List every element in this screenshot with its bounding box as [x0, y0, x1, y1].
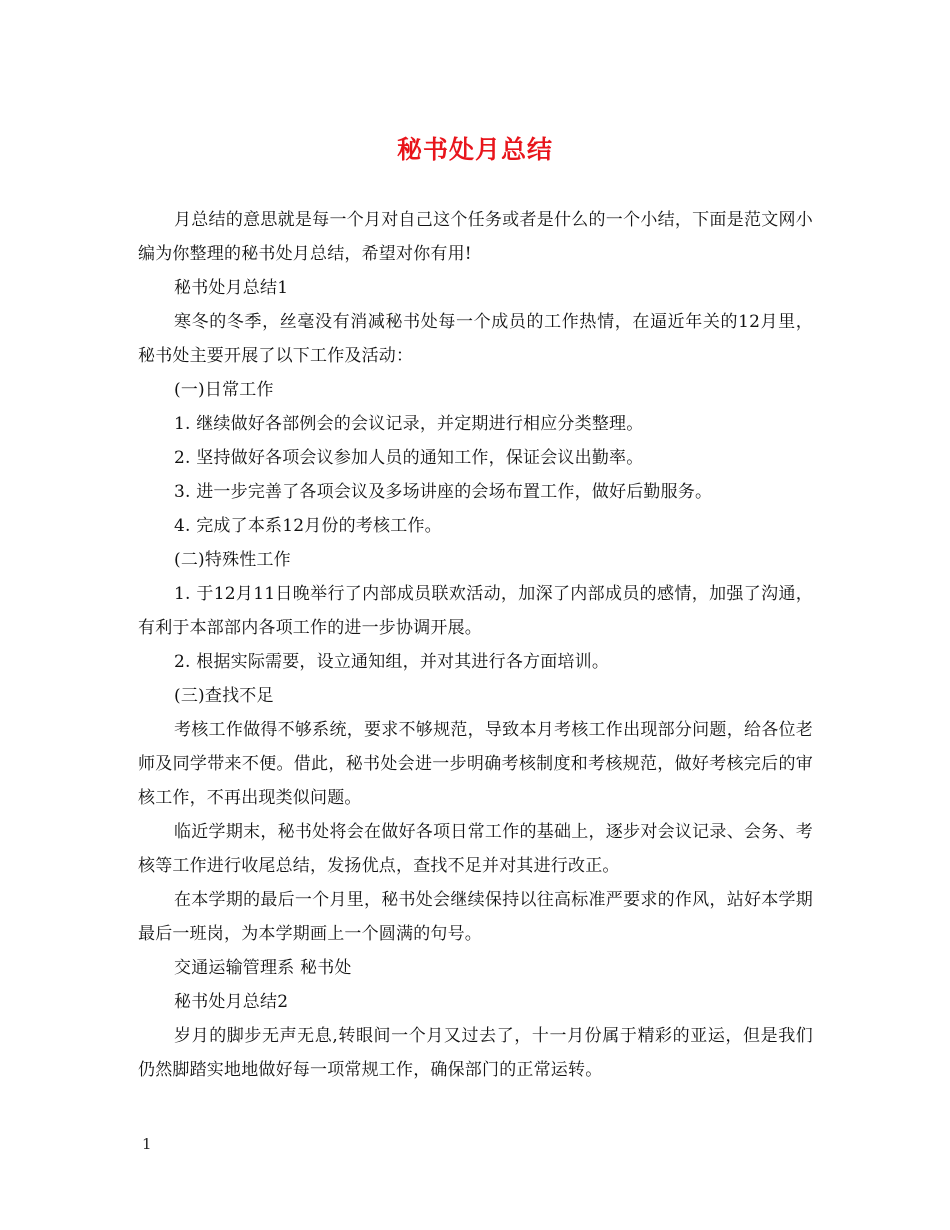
list-item: 4. 完成了本系12月份的考核工作。	[174, 516, 442, 536]
list-item: 2. 坚持做好各项会议参加人员的通知工作，保证会议出勤率。	[174, 448, 644, 468]
list-item: 2. 根据实际需要，设立通知组，并对其进行各方面培训。	[174, 652, 610, 672]
body-paragraph: 临近学期末，秘书处将会在做好各项日常工作的基础上，逐步对会议记录、会务、考核等工作进行收尾总结，发扬优点，查找不足并对其进行改正。	[138, 822, 813, 876]
signature-line: 交通运输管理系 秘书处	[174, 958, 352, 978]
list-item: 3. 进一步完善了各项会议及多场讲座的会场布置工作，做好后勤服务。	[174, 482, 713, 502]
body-paragraph: 岁月的脚步无声无息,转眼间一个月又过去了，十一月份属于精彩的亚运，但是我们仍然脚踏实地地做好每一项常规工作，确保部门的正常运转。	[138, 1026, 813, 1080]
intro-paragraph: 月总结的意思就是每一个月对自己这个任务或者是什么的一个小结，下面是范文网小编为你整理的秘书处月总结，希望对你有用!	[138, 210, 813, 264]
list-item: 1. 继续做好各部例会的会议记录，并定期进行相应分类整理。	[174, 414, 644, 434]
subheading-shortcomings: (三)查找不足	[174, 686, 274, 706]
body-paragraph: 寒冬的冬季，丝毫没有消减秘书处每一个成员的工作热情，在逼近年关的12月里，秘书处主要开展了以下工作及活动：	[138, 312, 813, 366]
section-heading-summary-1: 秘书处月总结1	[174, 278, 289, 298]
subheading-special-work: (二)特殊性工作	[174, 550, 291, 570]
body-paragraph: 在本学期的最后一个月里，秘书处会继续保持以往高标准严要求的作风，站好本学期最后一班岗，为本学期画上一个圆满的句号。	[138, 890, 813, 944]
body-paragraph: 考核工作做得不够系统，要求不够规范，导致本月考核工作出现部分问题，给各位老师及同学带来不便。借此，秘书处会进一步明确考核制度和考核规范，做好考核完后的审核工作，不再出现类似问题。	[138, 720, 813, 808]
document-title: 秘书处月总结	[396, 135, 553, 164]
page-number: 1	[142, 1135, 152, 1153]
section-heading-summary-2: 秘书处月总结2	[174, 992, 289, 1012]
subheading-daily-work: (一)日常工作	[174, 380, 274, 400]
list-item: 1. 于12月11日晚举行了内部成员联欢活动，加深了内部成员的感情，加强了沟通，有利于本部部内各项工作的进一步协调开展。	[138, 584, 813, 638]
document-body	[138, 203, 813, 1087]
